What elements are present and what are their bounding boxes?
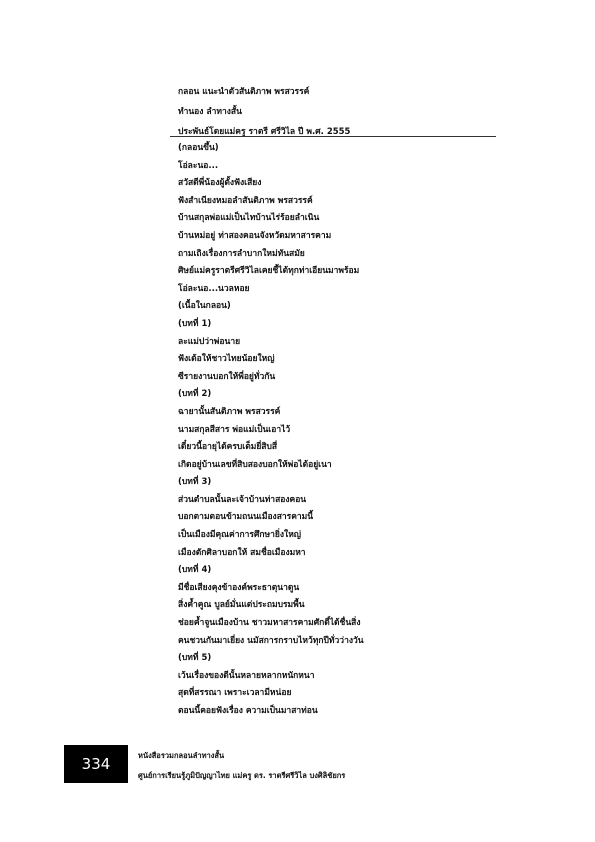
poem-line: โอ่ละนอ... <box>178 160 219 171</box>
publisher-line: ศูนย์การเรียนรู้ภูมิปัญญาไทย แม่ครู ดร. ราตรีศรีวิไล บงศิลิชัยกร <box>138 771 346 780</box>
poem-line: สวัสดีพี่น้องผู้ตั้งฟังเสียง <box>178 178 262 189</box>
verse-heading: (บทที่ 4) <box>178 565 212 576</box>
verse-heading: (บทที่ 3) <box>178 477 212 488</box>
poem-line: ช่อยค้ำจูนเมืองบ้าน ชาวมหาสารคามศักดิ์ได้ชื่นสิ่ง <box>178 618 361 629</box>
verse-heading: (บทที่ 2) <box>178 389 212 400</box>
book-title: หนังสือรวมกลอนลำทางสั้น <box>138 751 225 760</box>
poem-line: ถามเถิงเรื่องการลำบากใหม่ทันสมัย <box>178 248 305 259</box>
poem-line: ละแม่ปว่าพ่อนาย <box>178 336 241 347</box>
poem-line: บอกตามตอนข้ามถนนเมืองสารคามนี้ <box>178 512 314 523</box>
poem-line: ตอนนี้คอยฟังเรื่อง ความเป็นมาสาท่อน <box>178 706 318 716</box>
poem-line: เป็นเมืองมีคุณค่าการศึกษายิ่งใหญ่ <box>178 530 302 541</box>
poem-line: สิ่งค้ำคูณ บูลย์มั่นแต่ประถมบรมพื้น <box>178 600 305 611</box>
poem-line: เดี๋ยวนี้อายุได้ครบเต็มยี่สิบสี่ <box>178 442 278 453</box>
poem-header <box>178 82 350 142</box>
poem-body <box>178 140 364 721</box>
poem-line: ซีรายงานบอกให้พี่อยู่ทั่วกัน <box>178 371 276 382</box>
verse-heading: (บทที่ 1) <box>178 318 212 329</box>
poem-line: เมืองตักศิลาบอกให้ สมชื่อเมืองมหา <box>178 547 306 558</box>
author-line: ประพันธ์โดยแม่ครู ราตรี ศรีวิไล ปี พ.ศ. 2555 <box>178 127 351 137</box>
poem-title: กลอน แนะนำตัวสันติภาพ พรสวรรค์ <box>178 87 310 97</box>
poem-line: บ้านหม่อยู่ ท่าสองคอนจังหวัดมหาสารคาม <box>178 230 332 241</box>
poem-line: ฟังเด้อให้ชาวไทยน้อยใหญ่ <box>178 354 275 365</box>
section-heading: (เนื้อในกลอน) <box>178 301 231 312</box>
poem-line: ฉายานั้นสันติภาพ พรสวรรค์ <box>178 406 281 417</box>
verse-heading: (บทที่ 5) <box>178 653 212 664</box>
poem-line: คนชวนกันมาเยี่ยง นมัสการกราบไหว้ทุกปีทั่วว่างวัน <box>178 635 364 646</box>
poem-line: เว้นเรื่องของดีนั้นหลายหลากหนักหนา <box>178 670 315 681</box>
poem-line: เกิดอยู่บ้านเลขที่สิบสองบอกให้พ่อได้อยู่เนา <box>178 459 332 470</box>
page-number: 334 <box>81 755 111 773</box>
poem-line: นามสกุลสีสาร พ่อแม่เป็นเอาไว้ <box>178 424 291 435</box>
poem-line: (กลอนขึ้น) <box>178 143 219 153</box>
melody-line: ทำนอง ลำทางสั้น <box>178 107 242 117</box>
poem-line: ส่วนตำบลนั้นละเจ้าบ้านท่าสองคอน <box>178 494 307 505</box>
page-number-box <box>64 745 128 783</box>
page-footer <box>138 746 345 786</box>
header-divider <box>170 136 496 137</box>
poem-line: มีชื่อเสียงคุงข้าองค์พระธาตุนาดูน <box>178 582 300 593</box>
poem-line: สุดที่สรรณา เพราะเวลามีหน่อย <box>178 688 292 699</box>
poem-line: ฟังสำเนียงหมอลำสันติภาพ พรสวรรค์ <box>178 195 313 206</box>
poem-line: บ้านสกุลพ่อแม่เป็นไทบ้านไร่ร้อยลำเนิน <box>178 213 320 224</box>
poem-line: ศิษย์แม่ครูราตรีศรีวิไลเคยชี้ได้ทุกท่าเอียนมาพร้อม <box>178 266 360 277</box>
poem-line: โอ่ละนอ...นวลหอย <box>178 283 250 294</box>
